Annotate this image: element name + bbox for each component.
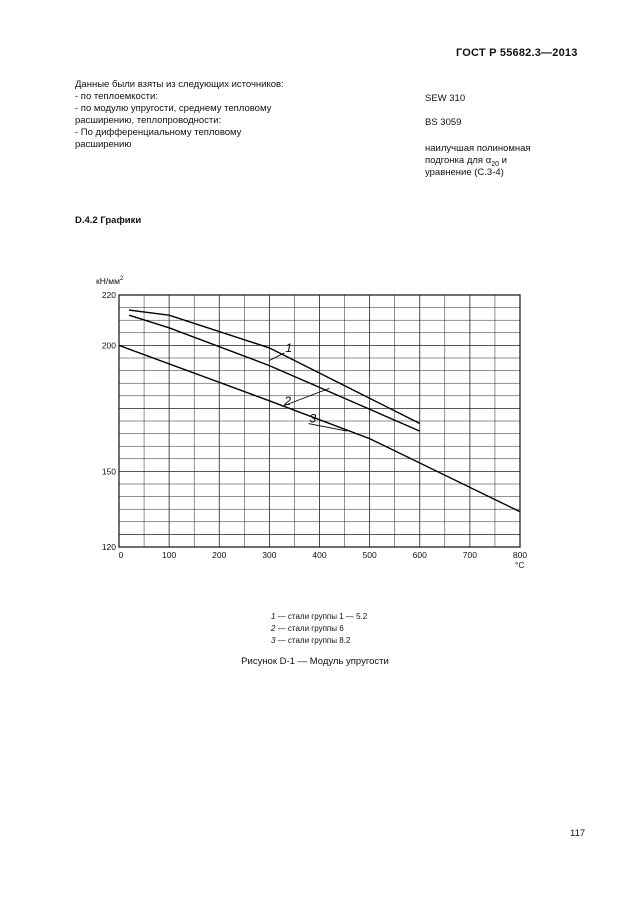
x-tick-label: 700 <box>462 550 477 560</box>
sources-intro: Данные были взяты из следующих источников: <box>75 79 284 90</box>
y-tick-label: 200 <box>101 340 116 351</box>
series-annotations <box>269 341 347 431</box>
y-tick-label: 150 <box>101 466 116 477</box>
section-heading: D.4.2 Графики <box>75 215 142 226</box>
source-left-line: - По дифференциальному тепловому <box>75 127 242 138</box>
y-axis-label <box>96 275 124 286</box>
source-left-line: - по модулю упругости, среднему тепловому <box>75 103 272 114</box>
legend-number: 2 <box>271 624 276 633</box>
x-tick-label: 400 <box>312 550 327 560</box>
alpha-suffix: и <box>501 155 507 166</box>
x-tick-label: 500 <box>362 550 377 560</box>
series-line-1 <box>129 310 420 423</box>
y-tick-label: 120 <box>101 542 116 552</box>
x-axis-label: °С <box>515 560 525 570</box>
source-right-line: BS 3059 <box>425 117 462 128</box>
legend-number: 3 <box>271 636 276 645</box>
legend-text: — стали группы 8.2 <box>277 636 351 645</box>
y-tick-labels <box>102 290 116 552</box>
legend-text: — стали группы 1 — 5.2 <box>277 612 368 621</box>
source-left-line: расширению <box>75 139 132 150</box>
x-tick-label: 600 <box>412 550 427 560</box>
x-tick-label: 100 <box>162 550 177 560</box>
series-label-1: 1 <box>285 340 293 355</box>
x-tick-label: 200 <box>212 550 227 560</box>
alpha-symbol: α <box>485 155 492 166</box>
x-tick-label: 300 <box>262 550 277 560</box>
alpha-subscript: 20 <box>491 160 500 168</box>
chart-grid <box>119 295 520 547</box>
x-tick-label: 0 <box>118 550 124 560</box>
y-axis-label-base: кН/мм <box>96 276 120 286</box>
legend-entry <box>271 611 367 623</box>
legend-entry <box>271 635 367 647</box>
source-right-line: SEW 310 <box>425 93 466 104</box>
source-right-text: подгонка для <box>425 155 484 166</box>
legend-number: 1 <box>271 612 276 621</box>
source-right-line: наилучшая полиномная <box>425 143 531 154</box>
document-code: ГОСТ Р 55682.3—2013 <box>456 47 578 59</box>
series-label-3: 3 <box>309 411 317 426</box>
legend-text: — стали группы 6 <box>277 624 344 633</box>
legend-entry <box>271 623 367 635</box>
figure-caption: Рисунок D-1 — Модуль упругости <box>241 656 389 667</box>
x-tick-label: 800 <box>512 550 528 560</box>
source-left-line: - по теплоемкости: <box>75 91 158 102</box>
chart-legend <box>271 611 367 647</box>
y-axis-label-exp: 2 <box>119 275 124 282</box>
source-left-line: расширению, теплопроводности: <box>75 115 222 126</box>
source-right-line: уравнение (С.3-4) <box>425 167 504 178</box>
y-tick-label: 220 <box>101 290 116 300</box>
series-label-2: 2 <box>284 393 292 408</box>
series-annotation-leader <box>269 353 284 361</box>
page-number: 117 <box>570 828 586 839</box>
x-tick-labels <box>119 550 528 560</box>
